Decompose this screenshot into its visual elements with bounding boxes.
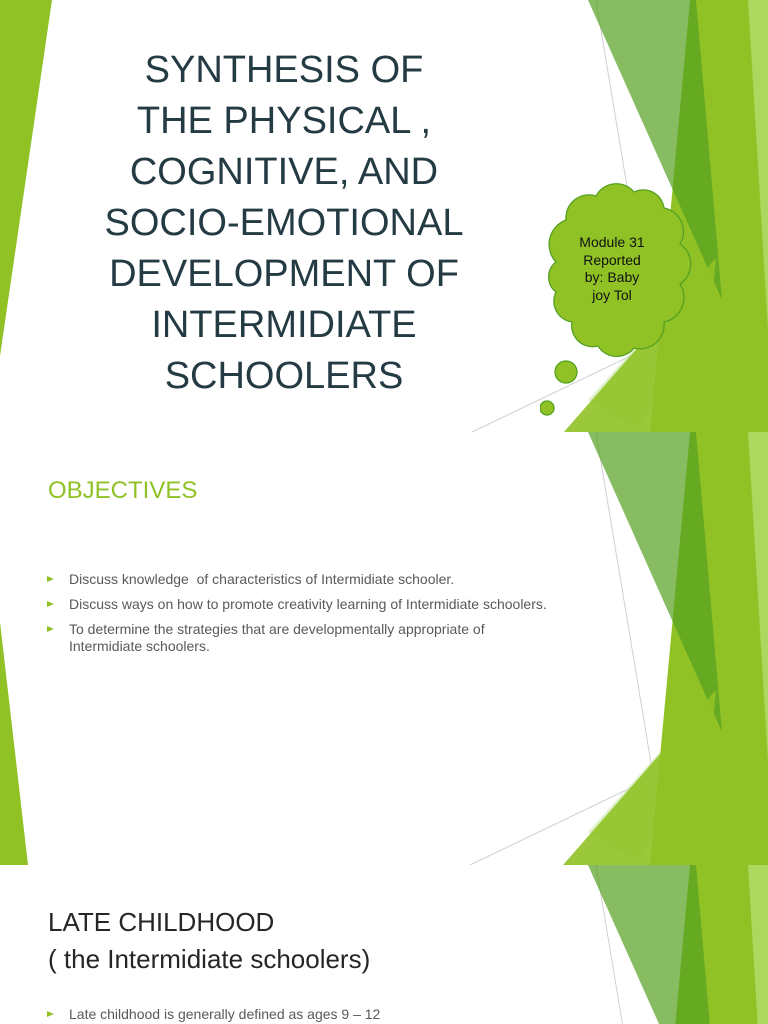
bullet-item (69, 621, 557, 655)
slide-title-text (84, 45, 484, 402)
title-line: DEVELOPMENT OF (109, 253, 459, 295)
bullet-text: Late childhood is generally defined as ages 9 – 12 (69, 1006, 381, 1022)
title-line: SYNTHESIS OF (144, 49, 424, 91)
arrow-right-icon (47, 1011, 54, 1017)
slide-late-childhood (0, 865, 768, 1024)
thought-bubble-large (555, 361, 577, 383)
title-line: INTERMIDIATE (151, 304, 417, 346)
callout-line: by: Baby (584, 269, 640, 285)
title-line: SOCIO-EMOTIONAL (104, 202, 464, 244)
bullet-text: Discuss knowledge of characteristics of Intermidiate schooler. (69, 571, 455, 587)
thought-bubble-small (540, 401, 554, 415)
callout-line: Reported (583, 251, 641, 268)
arrow-right-icon (47, 626, 54, 632)
bullet-item (69, 596, 557, 613)
slide-heading: OBJECTIVES (48, 477, 198, 504)
heading-line: ( the Intermidiate schoolers) (48, 944, 371, 974)
bullet-text: To determine the strategies that are developmentally appropriate of Intermidiate schoolers. (69, 621, 489, 654)
arrow-right-icon (47, 576, 54, 582)
title-line: THE PHYSICAL , (136, 100, 432, 142)
left-accent-facet (0, 0, 52, 356)
title-line: COGNITIVE, AND (129, 151, 439, 193)
callout-text (572, 234, 652, 304)
slide-heading (48, 904, 370, 978)
arrow-right-icon (47, 601, 54, 607)
callout-line: Module 31 (579, 234, 645, 250)
slide-objectives (0, 432, 768, 865)
heading-line: LATE CHILDHOOD (48, 907, 275, 937)
bullet-list (69, 1005, 557, 1023)
left-accent-facet (0, 622, 28, 865)
bullet-item (69, 1005, 557, 1023)
dark-facet (588, 865, 710, 1024)
bullet-item (69, 571, 557, 588)
slide-title (0, 0, 768, 432)
bullet-text: Discuss ways on how to promote creativity learning of Intermidiate schoolers. (69, 596, 547, 612)
callout-line: joy Tol (592, 286, 632, 303)
title-line: SCHOOLERS (164, 355, 404, 397)
bullet-list (69, 571, 557, 663)
